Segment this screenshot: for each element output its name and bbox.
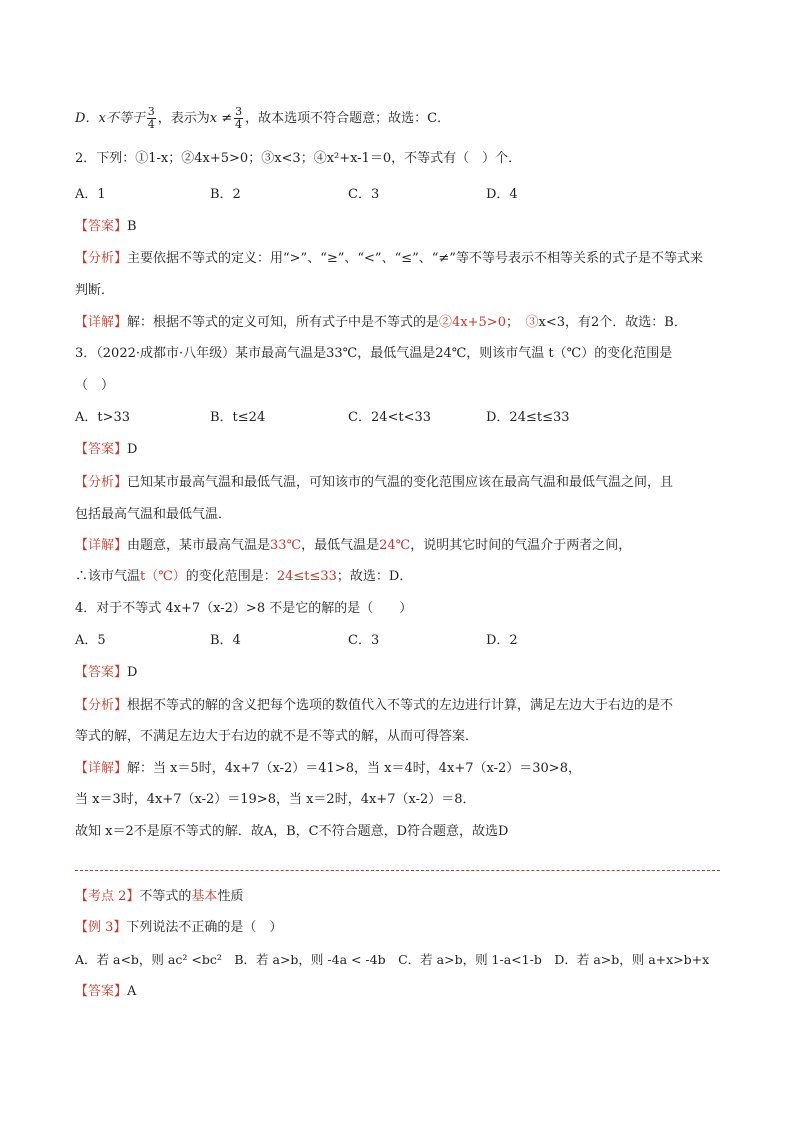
q1-option-d: D．x不等于 $\frac{3}{4}$ ，表示为x ≠ $\frac{3}{4}$ ，故本选项不符合题意；故选：C． (75, 105, 451, 131)
q3-detail-cont: ∴该市气温t（℃）的变化范围是：24≤t≤33；故选：D． (75, 569, 413, 584)
q4-option-c: C．3 (348, 633, 380, 648)
q2-option-c: C．3 (348, 187, 380, 202)
q4-detail-line-2: 当 x＝3时，4x+7（x-2）＝19>8，当 x＝2时，4x+7（x-2）＝8． (75, 792, 476, 807)
q4-analysis-cont: 等式的解，不满足左边大于右边的就不是不等式的解，从而可得答案． (75, 729, 479, 744)
q3-answer: 【答案】D (75, 442, 138, 457)
q2-analysis: 【分析】主要依据不等式的定义：用“>”、“≥”、“<”、“≤”、“≠”等不等号表示不相等关系的式子是不等式来 (75, 251, 703, 266)
q2-option-a: A．1 (75, 187, 106, 202)
q3-analysis: 【分析】已知某市最高气温和最低气温，可知该市的气温的变化范围应该在最高气温和最低气温之间，且 (75, 475, 674, 490)
fraction: $\frac{3}{4}$ (147, 105, 155, 131)
q4-answer: 【答案】D (75, 665, 138, 680)
q2-answer: 【答案】B (75, 219, 137, 234)
q4-stem: 4．对于不等式 4x+7（x-2）>8 不是它的解的是（ ） (75, 601, 413, 616)
q3-option-d: D．24≤t≤33 (486, 410, 570, 425)
q4-option-d: D．2 (486, 633, 518, 648)
section-divider (75, 870, 720, 871)
q2-analysis-cont: 判断． (75, 283, 115, 298)
q3-stem-cont: （ ） (75, 378, 115, 393)
example-options: A．若 a<b，则 ac² <bc² B．若 a>b，则 -4a < -4b C．若 a>b，则 1-a<1-b D．若 a>b，则 a+x>b+x (75, 952, 710, 967)
example-answer: 【答案】A (75, 984, 137, 999)
q3-option-b: B．t≤24 (210, 410, 266, 425)
q2-stem: 2．下列：①1-x；②4x+5>0；③x<3；④x²+x-1＝0，不等式有（ ）个． (75, 151, 522, 166)
q4-detail: 【详解】解：当 x＝5时，4x+7（x-2）＝41>8，当 x＝4时，4x+7（x-2）＝30>8， (75, 761, 581, 776)
q4-option-b: B．4 (210, 633, 241, 648)
q3-analysis-cont: 包括最高气温和最低气温． (75, 507, 232, 522)
example-stem: 【例 3】下列说法不正确的是（ ） (75, 920, 283, 935)
kaodian-heading: 【考点 2】不等式的基本性质 (75, 889, 244, 904)
q4-option-a: A．5 (75, 633, 106, 648)
q3-detail: 【详解】由题意，某市最高气温是33℃，最低气温是24℃，说明其它时间的气温介于两者之间， (75, 538, 632, 553)
q3-option-c: C．24<t<33 (348, 410, 432, 425)
q3-stem: 3．（2022·成都市·八年级）某市最高气温是33℃，最低气温是24℃，则该市气温 t（℃）的变化范围是 (75, 346, 673, 361)
q4-detail-line-3: 故知 x＝2不是原不等式的解．故A，B，C不符合题意，D符合题意，故选D (75, 824, 509, 839)
q4-analysis: 【分析】根据不等式的解的含义把每个选项的数值代入不等式的左边进行计算，满足左边大于右边的是不 (75, 698, 674, 713)
q2-option-d: D．4 (486, 187, 518, 202)
q3-option-a: A．t>33 (75, 410, 131, 425)
q2-option-b: B．2 (210, 187, 241, 202)
q2-detail: 【详解】解：根据不等式的定义可知，所有式子中是不等式的是②4x+5>0； ③x<3，有2个．故选：B． (75, 315, 687, 330)
fraction: $\frac{3}{4}$ (235, 105, 243, 131)
